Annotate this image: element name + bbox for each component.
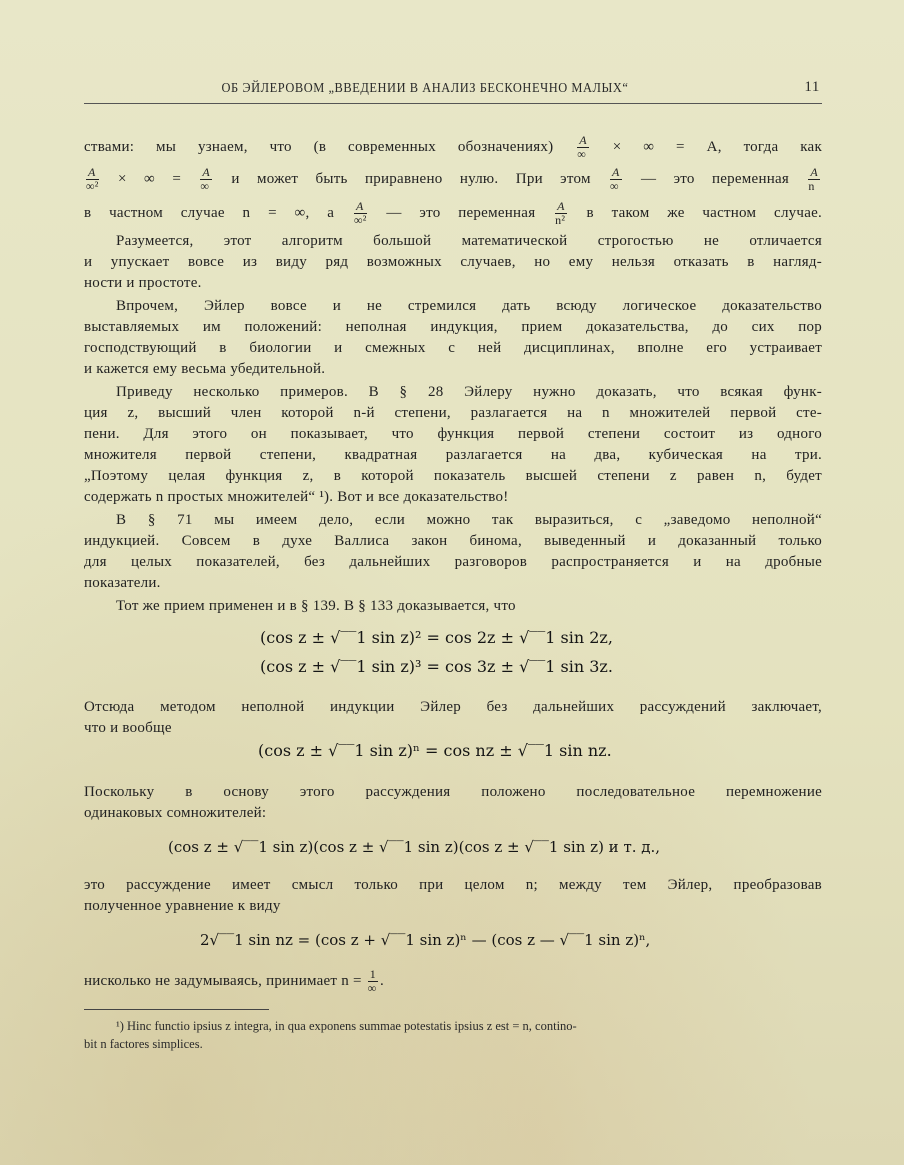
text-line: множителя первой степени, квадратная разлагается на два, кубическая на три.: [84, 447, 822, 463]
fraction: [86, 166, 99, 193]
header-rule: [84, 103, 822, 104]
formula-de-moivre-square: (cos z ± √‾‾1 sin z)² = cos 2z ± √‾‾1 sin 2z,: [260, 628, 613, 647]
fraction-numerator: A: [557, 199, 565, 213]
text-line: [84, 968, 822, 995]
text-line: „Поэтому целая функция z, в которой показатель высшей степени z равен n, будет: [84, 468, 822, 484]
text-line: В § 71 мы имеем дело, если можно так выразиться, с „заведомо неполной“: [116, 512, 822, 528]
text-line: показатели.: [84, 575, 161, 591]
fraction-numerator: 1: [369, 967, 376, 981]
formula-product: (cos z ± √‾‾1 sin z)(cos z ± √‾‾1 sin z)(cos z ± √‾‾1 sin z) и т. д.,: [168, 838, 661, 856]
fraction-denominator: ∞: [200, 179, 210, 193]
footnote-line: ¹) Hinc functio ipsius z integra, in qua exponens summae potestatis ipsius z est = n, contino-: [116, 1019, 577, 1033]
formula-de-moivre-general: (cos z ± √‾‾1 sin z)ⁿ = cos nz ± √‾‾1 sin nz.: [258, 741, 612, 760]
fraction-numerator: A: [612, 165, 620, 179]
text-line: что и вообще: [84, 720, 172, 736]
fraction-denominator: n²: [555, 213, 566, 227]
fraction-denominator: ∞: [610, 179, 619, 193]
text-line: [84, 134, 822, 161]
text-line: Поскольку в основу этого рассуждения положено последовательное перемножение: [84, 784, 822, 800]
text-line: для целых показателей, без дальнейших разговоров распространяется и на дробные: [84, 554, 822, 570]
text-segment: × ∞ = A, тогда как: [612, 138, 822, 155]
text-segment: в таком же частном случае.: [586, 204, 823, 221]
fraction: [808, 166, 820, 193]
text-line: и кажется ему весьма убедительной.: [84, 361, 326, 377]
text-line: [84, 200, 822, 227]
fraction-denominator: ∞²: [353, 213, 367, 227]
text-segment: — это переменная: [386, 204, 536, 221]
formula-de-moivre-cube: (cos z ± √‾‾1 sin z)³ = cos 3z ± √‾‾1 sin 3z.: [260, 657, 613, 676]
fraction: [354, 200, 367, 227]
fraction-numerator: A: [354, 200, 367, 214]
fraction-numerator: A: [810, 165, 819, 179]
fraction: [577, 134, 589, 161]
text-line: господствующий в биологии и смежных с ней дисциплинах, вполне его устраивает: [84, 340, 822, 356]
footnote-line: bit n factores simplices.: [84, 1037, 203, 1051]
fraction-denominator: n: [808, 179, 815, 193]
text-line: Отсюда методом неполной индукции Эйлер без дальнейших рассуждений заключает,: [84, 699, 822, 715]
text-segment: × ∞ =: [118, 170, 182, 187]
text-line: ности и простоте.: [84, 275, 202, 291]
fraction: [610, 166, 622, 193]
text-segment: и может быть приравнено нулю. При этом: [231, 170, 591, 187]
fraction-denominator: ∞: [367, 981, 377, 995]
running-head-title: ОБ ЭЙЛЕРОВОМ „ВВЕДЕНИИ В АНАЛИЗ БЕСКОНЕЧНО МАЛЫХ“: [221, 80, 629, 95]
fraction: [200, 166, 212, 193]
fraction-numerator: A: [202, 165, 210, 179]
footnote-rule: [84, 1009, 269, 1010]
text-line: Впрочем, Эйлер вовсе и не стремился дать всюду логическое доказательство: [116, 298, 822, 314]
text-segment: .: [379, 972, 384, 989]
text-line: и упускает вовсе из виду ряд возможных случаев, но ему нельзя отказать в нагляд-: [84, 254, 822, 270]
text-line: ция z, высший член которой n-й степени, разлагается на n множителей первой сте-: [84, 405, 822, 421]
fraction-denominator: ∞: [577, 147, 587, 161]
text-segment: нисколько не задумываясь, принимает n =: [84, 972, 362, 989]
formula-sine-identity: 2√‾‾1 sin nz = (cos z + √‾‾1 sin z)ⁿ — (cos z — √‾‾1 sin z)ⁿ,: [200, 931, 651, 949]
text-line: полученное уравнение к виду: [84, 898, 281, 914]
text-line: содержать n простых множителей“ ¹). Вот и все доказательство!: [84, 489, 509, 505]
fraction-numerator: A: [86, 166, 99, 180]
text-line: [84, 166, 822, 193]
text-line: пени. Для этого он показывает, что функция первой степени состоит из одного: [84, 426, 822, 442]
fraction: [368, 968, 378, 995]
fraction-numerator: A: [579, 133, 587, 147]
text-line: одинаковых сомножителей:: [84, 805, 267, 821]
text-line: Тот же прием применен и в § 139. В § 133 доказывается, что: [116, 598, 516, 614]
text-segment: ствами: мы узнаем, что (в современных обозначениях): [84, 138, 554, 155]
fraction: [555, 200, 567, 227]
running-head: [120, 76, 820, 98]
fraction-denominator: ∞²: [86, 179, 99, 193]
text-line: выставляемых им положений: неполная индукция, прием доказательства, до сих пор: [84, 319, 822, 335]
text-segment: — это переменная: [640, 170, 790, 187]
text-segment: в частном случае n = ∞, а: [84, 204, 335, 221]
text-line: индукцией. Совсем в духе Валлиса закон бинома, выведенный и доказанный только: [84, 533, 822, 549]
text-line: Приведу несколько примеров. В § 28 Эйлеру нужно доказать, что всякая функ-: [116, 384, 822, 400]
text-line: Разумеется, этот алгоритм большой математической строгостью не отличается: [116, 233, 822, 249]
text-line: это рассуждение имеет смысл только при целом n; между тем Эйлер, преобразовав: [84, 877, 822, 893]
page-number: 11: [804, 79, 820, 95]
